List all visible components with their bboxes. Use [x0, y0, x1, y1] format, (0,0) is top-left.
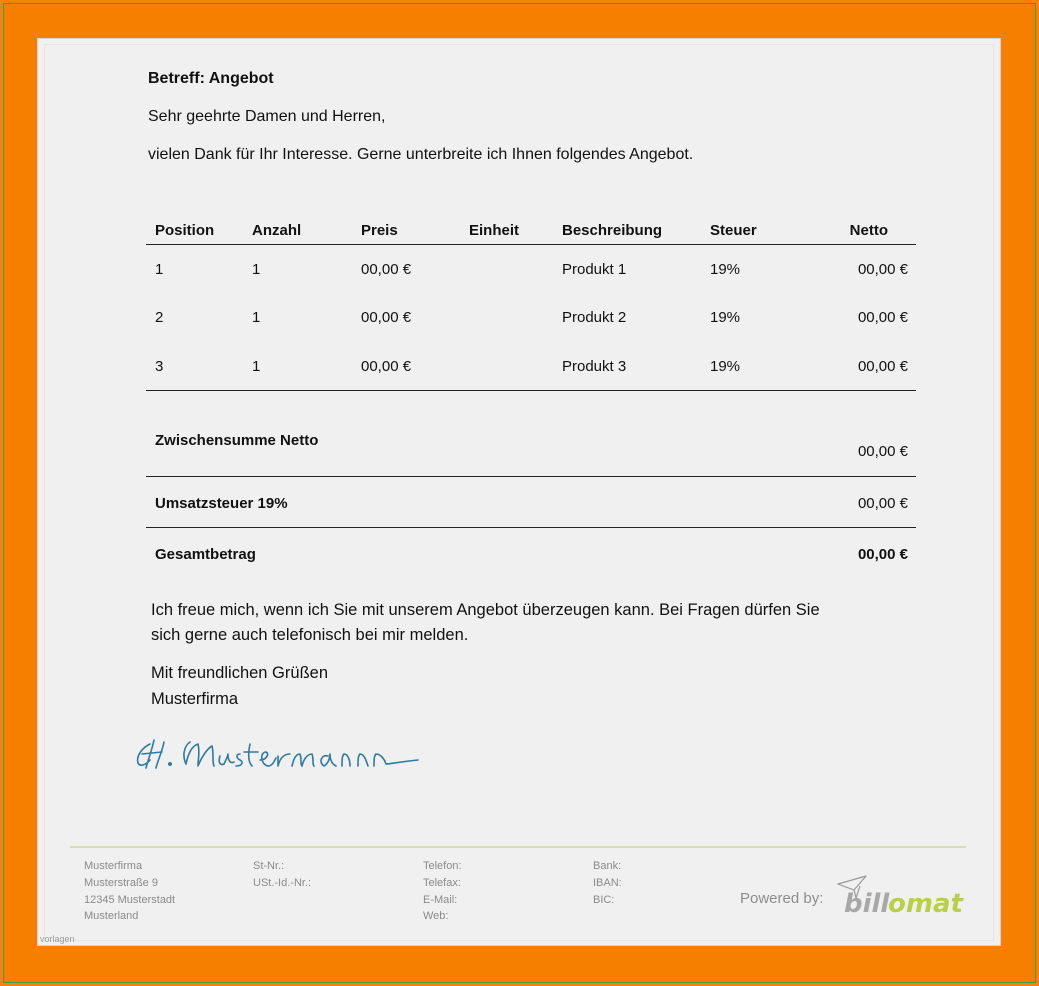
table-bottom-rule — [146, 390, 916, 391]
row1-netto: 00,00 € — [857, 261, 908, 278]
row2-preis: 00,00 € — [361, 309, 412, 326]
row2-steuer: 19% — [710, 309, 741, 326]
row3-position: 3 — [155, 358, 164, 375]
col-header-einheit: Einheit — [469, 222, 520, 239]
row2-position: 2 — [155, 309, 164, 326]
row2-netto: 00,00 € — [857, 309, 908, 326]
footer-city: 12345 Musterstadt — [84, 894, 176, 906]
col-header-steuer: Steuer — [710, 222, 757, 239]
footer-iban: IBAN: — [593, 877, 622, 889]
subject-line: Betreff: Angebot — [148, 70, 274, 87]
row1-preis: 00,00 € — [361, 261, 412, 278]
tax-rule — [146, 527, 916, 528]
svg-text:omat: omat — [888, 889, 963, 918]
regards: Mit freundlichen Grüßen — [151, 664, 328, 682]
footer-web: Web: — [423, 910, 449, 922]
watermark: vorlagen — [40, 934, 75, 944]
footer-ust-id: USt.-Id.-Nr.: — [253, 877, 312, 889]
footer-country: Musterland — [84, 910, 139, 922]
footer-st-nr: St-Nr.: — [253, 860, 285, 872]
greeting: Sehr geehrte Damen und Herren, — [148, 108, 386, 125]
document-page — [37, 38, 1001, 946]
row3-anzahl: 1 — [252, 358, 261, 375]
row3-beschreibung: Produkt 3 — [562, 358, 627, 375]
row3-steuer: 19% — [710, 358, 741, 375]
col-header-preis: Preis — [361, 222, 398, 239]
billomat-logo — [832, 872, 966, 918]
subtotal-value: 00,00 € — [857, 443, 908, 460]
table-header-rule — [146, 244, 916, 245]
total-value: 00,00 € — [857, 546, 908, 563]
row1-steuer: 19% — [710, 261, 741, 278]
col-header-anzahl: Anzahl — [252, 222, 302, 239]
total-label: Gesamtbetrag — [155, 546, 256, 563]
company-name: Musterfirma — [151, 690, 239, 708]
tax-value: 00,00 € — [857, 495, 908, 512]
row3-netto: 00,00 € — [857, 358, 908, 375]
powered-by-label: Powered by: — [740, 890, 824, 907]
footer-company: Musterfirma — [84, 860, 143, 872]
col-header-netto: Netto — [849, 222, 888, 239]
col-header-beschreibung: Beschreibung — [562, 222, 663, 239]
closing-line-2: sich gerne auch telefonisch bei mir melden. — [151, 626, 469, 644]
footer-telefon: Telefon: — [423, 860, 462, 872]
tax-label: Umsatzsteuer 19% — [155, 495, 288, 512]
subtotal-rule — [146, 476, 916, 477]
svg-text:bill: bill — [844, 889, 890, 918]
footer-bic: BIC: — [593, 894, 615, 906]
closing-line-1: Ich freue mich, wenn ich Sie mit unserem Angebot überzeugen kann. Bei Fragen dürfen Sie — [151, 601, 820, 619]
row2-beschreibung: Produkt 2 — [562, 309, 627, 326]
row1-position: 1 — [155, 261, 164, 278]
signature-image — [128, 730, 428, 780]
footer-divider — [70, 846, 966, 848]
footer-street: Musterstraße 9 — [84, 877, 158, 889]
col-header-position: Position — [155, 222, 215, 239]
footer-telefax: Telefax: — [423, 877, 461, 889]
footer-email: E-Mail: — [423, 894, 458, 906]
row3-preis: 00,00 € — [361, 358, 412, 375]
row2-anzahl: 1 — [252, 309, 261, 326]
row1-beschreibung: Produkt 1 — [562, 261, 627, 278]
intro-text: vielen Dank für Ihr Interesse. Gerne unterbreite ich Ihnen folgendes Angebot. — [148, 146, 694, 163]
subtotal-label: Zwischensumme Netto — [155, 432, 319, 449]
row1-anzahl: 1 — [252, 261, 261, 278]
footer-bank: Bank: — [593, 860, 622, 872]
